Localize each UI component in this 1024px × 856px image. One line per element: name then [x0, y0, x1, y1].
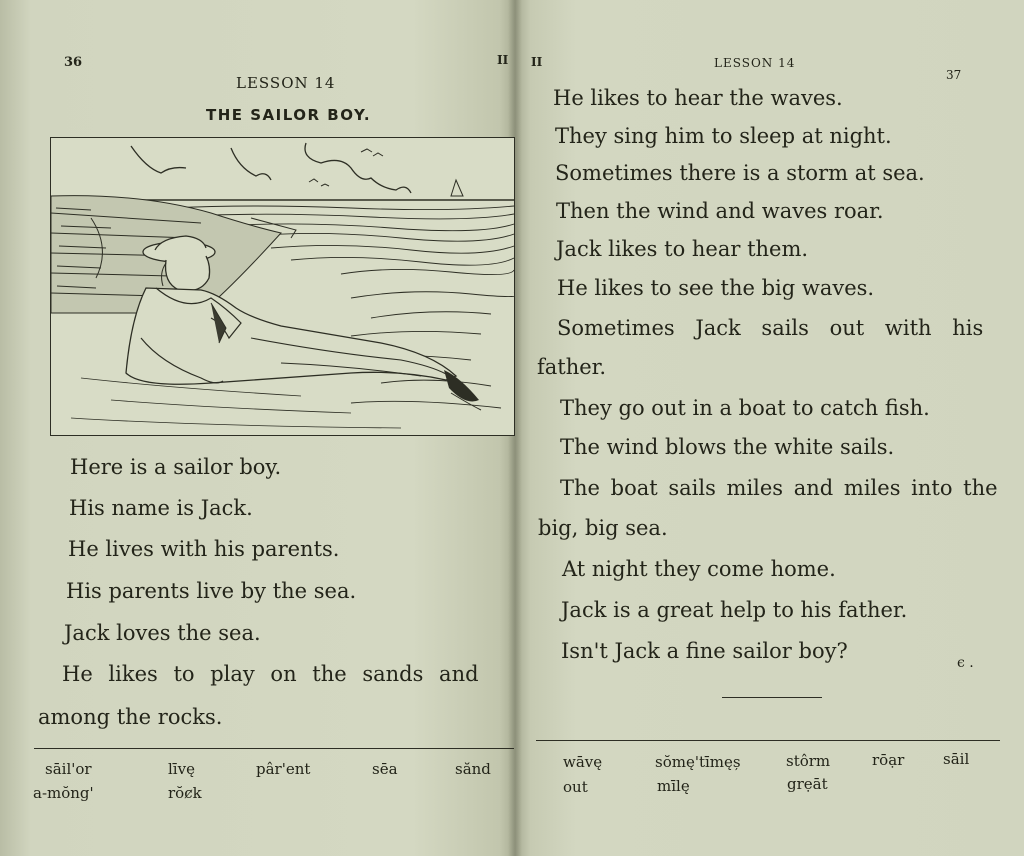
- left-vocab-word: līvę: [168, 760, 195, 778]
- right-text-line: He likes to hear the waves.: [553, 86, 843, 110]
- left-text-line: among the rocks.: [38, 705, 223, 729]
- right-text-line: They go out in a boat to catch fish.: [560, 396, 930, 420]
- left-text-line: He lives with his parents.: [68, 537, 340, 561]
- left-text-line: Here is a sailor boy.: [70, 455, 282, 479]
- left-text-line: Jack loves the sea.: [64, 621, 261, 645]
- right-text-line: He likes to see the big waves.: [557, 276, 875, 300]
- left-vocab-rule: [34, 748, 514, 749]
- right-text-line: Sometimes there is a storm at sea.: [555, 161, 925, 185]
- left-vocab-word: rŏȼk: [168, 784, 202, 802]
- printer-mark: ϵ .: [957, 655, 974, 671]
- right-text-line: Jack is a great help to his father.: [561, 598, 908, 622]
- right-vocab-word: wāvę: [563, 753, 603, 771]
- left-page-number: 36: [64, 55, 83, 70]
- right-lesson-heading: LESSON 14: [714, 56, 796, 70]
- right-vocab-rule: [536, 740, 1000, 741]
- right-page-number: 37: [946, 68, 962, 82]
- right-vocab-word: sāil: [943, 750, 970, 768]
- right-vocab-word: mīlę: [657, 777, 690, 795]
- beach-scene-drawing: [51, 138, 514, 435]
- left-signature-mark: II: [497, 53, 509, 67]
- left-text-line: His parents live by the sea.: [66, 579, 357, 603]
- right-text-line: big, big sea.: [538, 516, 668, 540]
- left-lesson-heading: LESSON 14: [236, 74, 336, 92]
- left-vocab-word: pâr'ent: [256, 760, 311, 778]
- left-vocab-word: sănd: [455, 760, 491, 778]
- right-text-line: Jack likes to hear them.: [556, 237, 809, 261]
- right-text-line: Isn't Jack a fine sailor boy?: [561, 639, 848, 663]
- right-text-line: The boat sails miles and miles into the: [560, 476, 998, 500]
- left-vocab-word: a-mŏng': [33, 784, 94, 802]
- right-text-line: Then the wind and waves roar.: [556, 199, 884, 223]
- left-text-line: His name is Jack.: [69, 496, 253, 520]
- right-vocab-word: out: [563, 778, 588, 796]
- right-text-line: Sometimes Jack sails out with his: [557, 316, 984, 340]
- left-text-line: He likes to play on the sands and: [62, 662, 479, 686]
- right-text-line: The wind blows the white sails.: [560, 435, 895, 459]
- end-of-lesson-rule: [722, 697, 822, 698]
- right-text-line: father.: [537, 355, 607, 379]
- left-vocab-word: sēa: [372, 760, 398, 778]
- right-vocab-word: stôrm: [786, 752, 831, 770]
- lesson-title: THE SAILOR BOY.: [206, 106, 372, 124]
- right-text-line: At night they come home.: [562, 557, 836, 581]
- sailor-boy-illustration: [50, 137, 515, 436]
- right-vocab-word: grẹāt: [787, 775, 828, 793]
- right-vocab-word: rōạr: [872, 751, 905, 769]
- right-vocab-word: sŏmę'tīmęș: [655, 753, 741, 771]
- right-signature-mark: II: [531, 55, 543, 69]
- right-text-line: They sing him to sleep at night.: [555, 124, 892, 148]
- left-vocab-word: sāil'or: [45, 760, 92, 778]
